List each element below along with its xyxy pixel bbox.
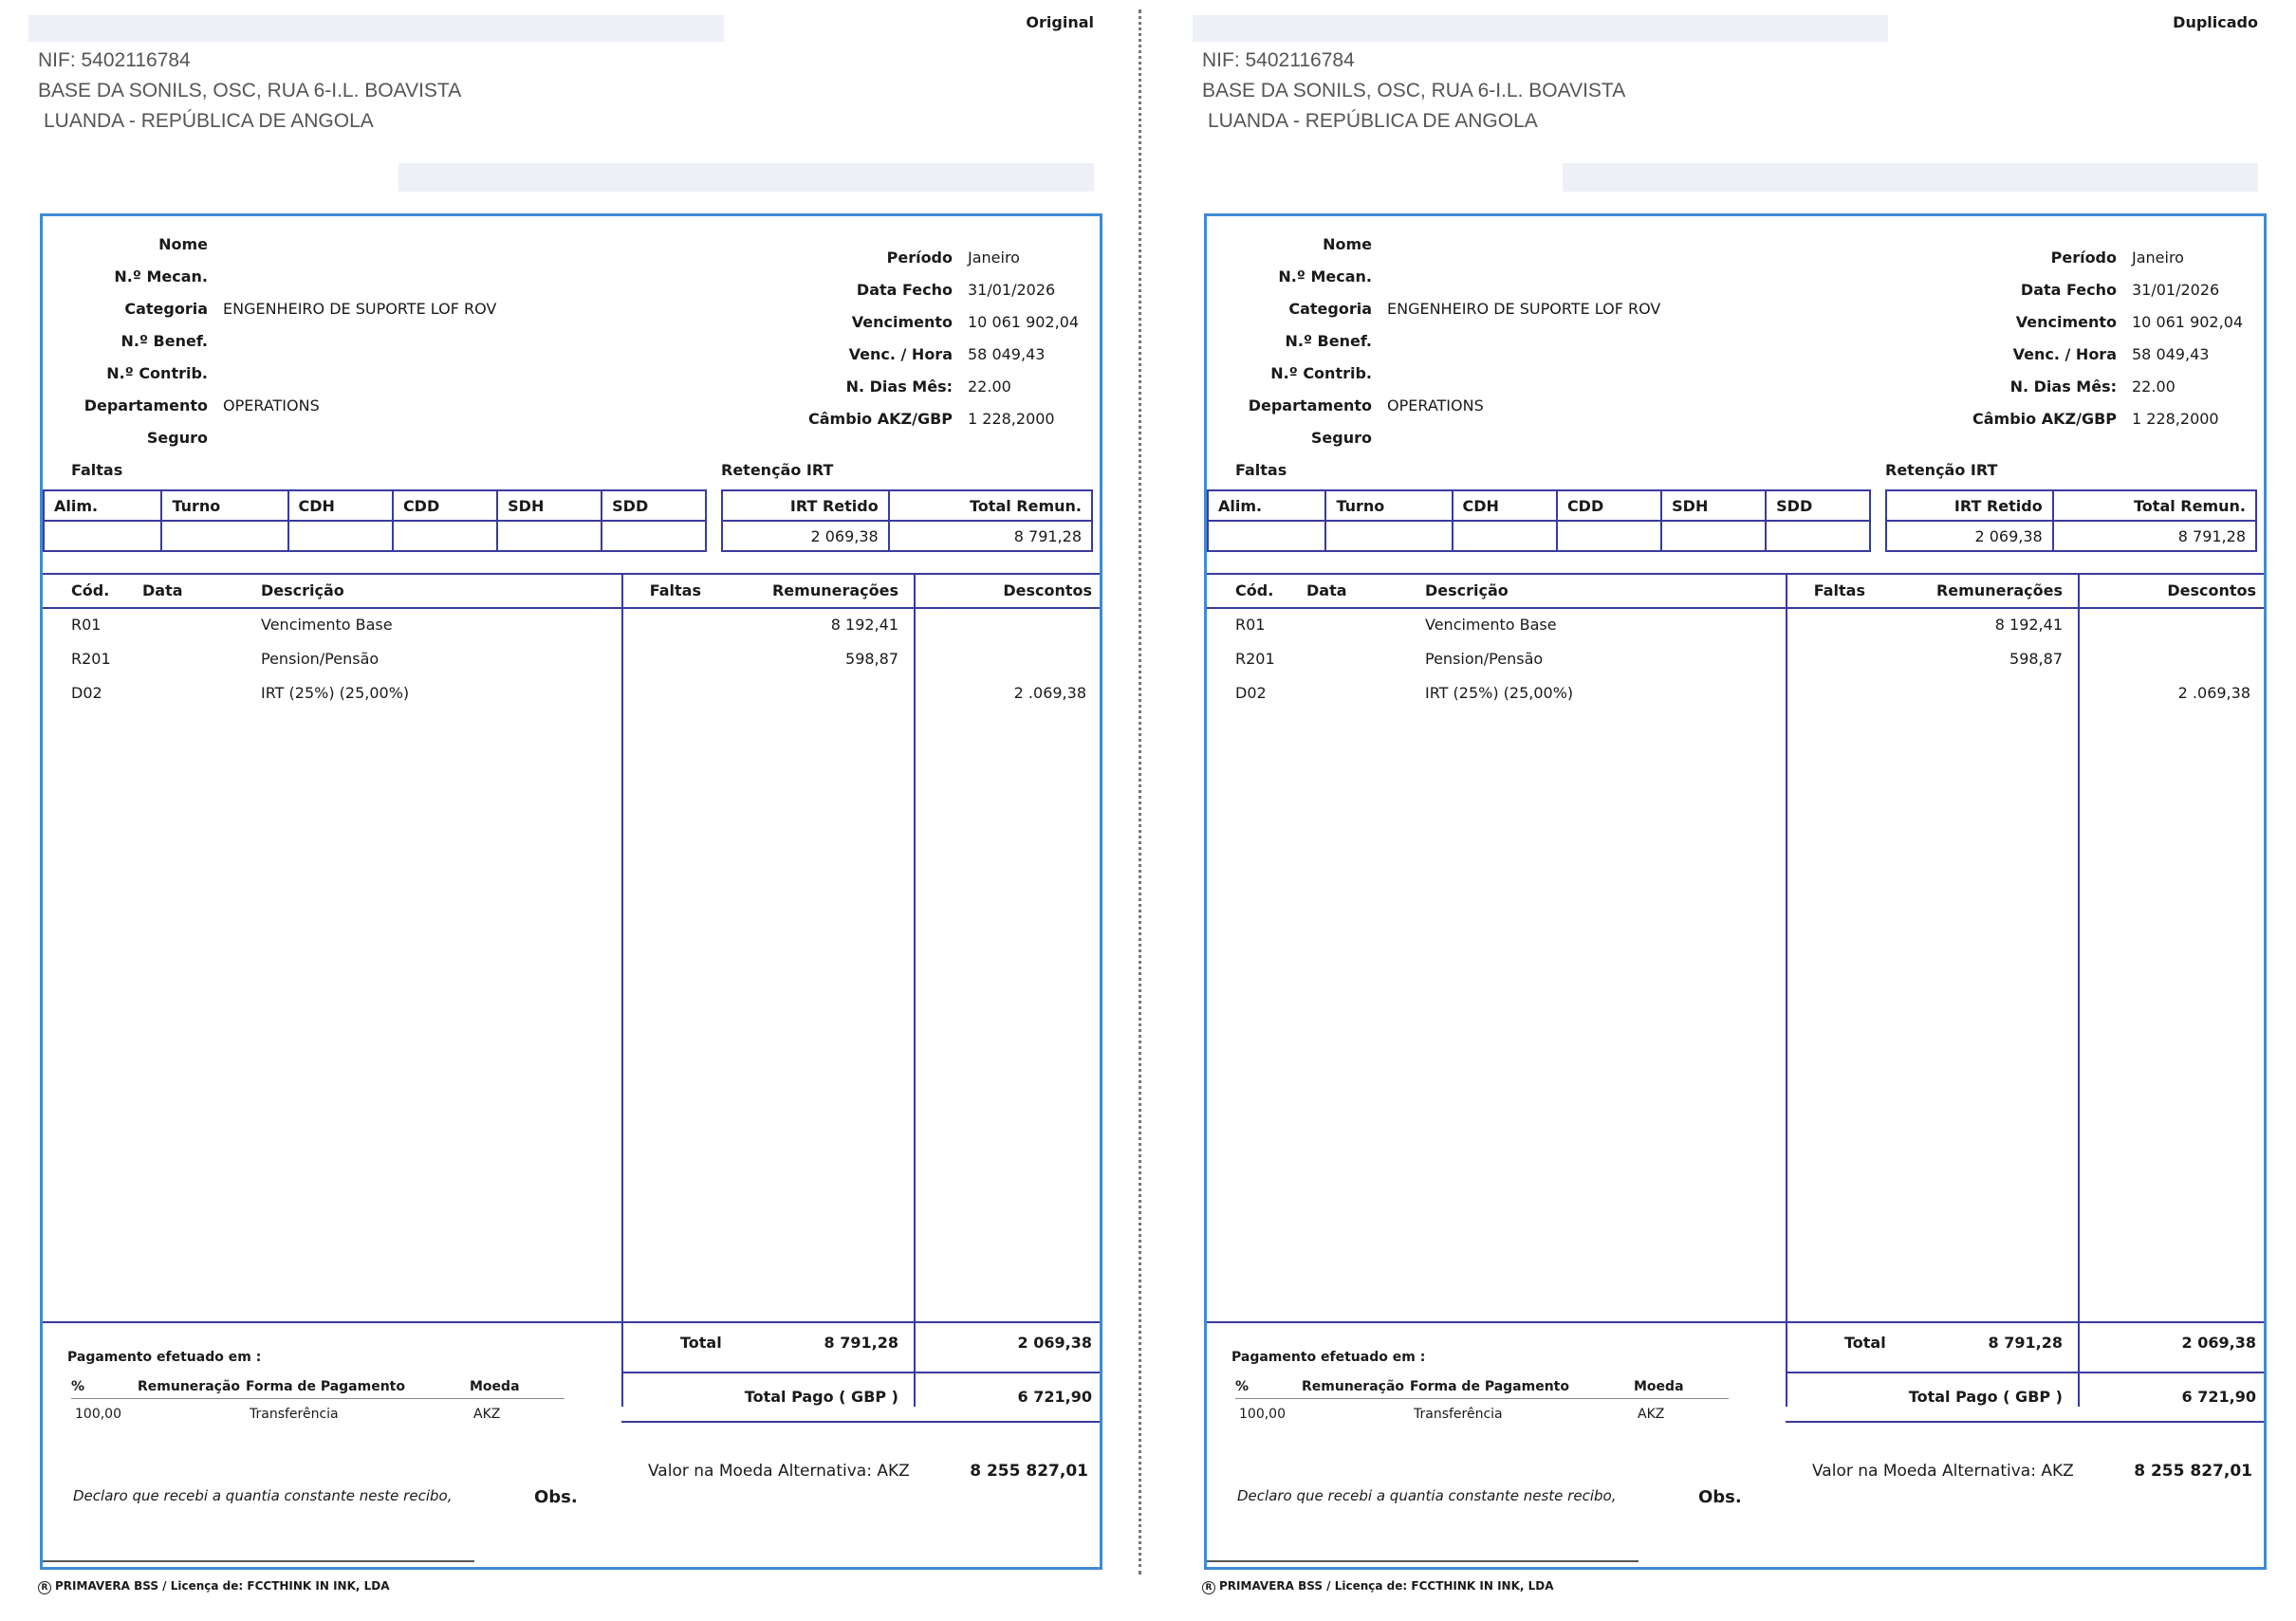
table-row (1207, 644, 2264, 678)
faltas-cell (1208, 521, 1325, 551)
obs-label: Obs. (534, 1487, 578, 1507)
value-nome (1387, 235, 1660, 267)
value-dias-mes: 22.00 (968, 378, 1011, 396)
label-contrib: N.º Contrib. (106, 364, 208, 382)
payment-header-forma: Forma de Pagamento (1410, 1379, 1634, 1399)
value-departamento: OPERATIONS (223, 396, 320, 414)
irt-value-total: 8 791,28 (2053, 521, 2256, 551)
receipt-box (1204, 213, 2267, 1570)
faltas-header-alim: Alim. (1208, 490, 1325, 521)
table-row (43, 678, 1100, 712)
label-vencimento: Vencimento (2015, 313, 2117, 331)
declaration-text: Declaro que recebi a quantia constante neste recibo, (1237, 1487, 1617, 1504)
payment-header-remuneracao: Remuneração (1302, 1379, 1410, 1399)
irt-title: Retenção IRT (1885, 461, 1998, 479)
row-cod: R01 (71, 616, 102, 634)
payment-moeda: AKZ (473, 1407, 501, 1422)
faltas-header-cdh: CDH (1453, 490, 1557, 521)
irt-header-retido: IRT Retido (722, 490, 889, 521)
irt-header-retido: IRT Retido (1886, 490, 2053, 521)
label-cambio: Câmbio AKZ/GBP (1972, 410, 2117, 428)
label-benef: N.º Benef. (120, 332, 208, 350)
faltas-title: Faltas (71, 461, 123, 479)
header-remuneracoes: Remunerações (1935, 581, 2063, 599)
declaration-text: Declaro que recebi a quantia constante neste recibo, (73, 1487, 453, 1504)
row-descontos: 2 .069,38 (2177, 684, 2250, 702)
signature-line (43, 1560, 474, 1562)
total-pago-label: Total Pago ( GBP ) (744, 1388, 898, 1406)
header-faltas: Faltas (649, 581, 701, 599)
totals-divider (1786, 1421, 2264, 1423)
row-descontos: 2 .069,38 (1013, 684, 1086, 702)
value-benef (1387, 332, 1660, 364)
label-dias-mes: N. Dias Mês: (845, 378, 953, 396)
payment-remuneracao (138, 1407, 246, 1422)
faltas-header-cdd: CDD (393, 490, 497, 521)
header-remuneracoes: Remunerações (771, 581, 898, 599)
footer-text: PRIMAVERA BSS / Licença de: FCCTHINK IN INK, LDA (1219, 1579, 1554, 1593)
payment-percent: 100,00 (75, 1407, 121, 1422)
faltas-header-cdd: CDD (1557, 490, 1661, 521)
faltas-cell (1661, 521, 1766, 551)
irt-header-total: Total Remun. (2053, 490, 2256, 521)
row-remuneracoes: 598,87 (2009, 650, 2063, 668)
obs-label: Obs. (1698, 1487, 1742, 1507)
irt-header-total: Total Remun. (889, 490, 1092, 521)
row-cod: R201 (71, 650, 111, 668)
faltas-cell (1325, 521, 1452, 551)
receipt-copy-duplicado (1193, 0, 2296, 1621)
company-address-2: LUANDA - REPÚBLICA DE ANGOLA (1208, 110, 1538, 132)
registered-icon: R (1202, 1581, 1215, 1594)
payment-title: Pagamento efetuado em : (67, 1350, 262, 1365)
label-seguro: Seguro (146, 429, 208, 447)
value-data-fecho: 31/01/2026 (2132, 281, 2220, 299)
table-row (43, 644, 1100, 678)
receipt-box (40, 213, 1102, 1570)
faltas-header-turno: Turno (1325, 490, 1452, 521)
redacted-block (28, 15, 724, 42)
irt-value-retido: 2 069,38 (722, 521, 889, 551)
value-dias-mes: 22.00 (2132, 378, 2176, 396)
payment-header-percent: % (1235, 1379, 1302, 1399)
irt-value-total: 8 791,28 (889, 521, 1092, 551)
value-categoria: ENGENHEIRO DE SUPORTE LOF ROV (223, 300, 497, 318)
faltas-cell (1766, 521, 1870, 551)
company-nif: NIF: 5402116784 (1202, 49, 1355, 71)
row-remuneracoes: 8 192,41 (830, 616, 898, 634)
header-cod: Cód. (1235, 581, 1274, 599)
faltas-header-sdh: SDH (1661, 490, 1766, 521)
page-divider (1139, 9, 1141, 1575)
faltas-cell (1557, 521, 1661, 551)
faltas-header-sdd: SDD (1766, 490, 1870, 521)
label-mecan: N.º Mecan. (1278, 267, 1372, 286)
footer (38, 1579, 390, 1594)
company-nif: NIF: 5402116784 (38, 49, 191, 71)
faltas-cell (161, 521, 287, 551)
label-categoria: Categoria (124, 300, 208, 318)
label-venc-hora: Venc. / Hora (2012, 345, 2117, 363)
row-descricao: Pension/Pensão (261, 650, 380, 668)
faltas-cell (1453, 521, 1557, 551)
faltas-header-cdh: CDH (288, 490, 393, 521)
faltas-table (1207, 489, 1871, 552)
irt-value-retido: 2 069,38 (1886, 521, 2053, 551)
value-periodo: Janeiro (968, 249, 1020, 267)
label-contrib: N.º Contrib. (1270, 364, 1372, 382)
label-venc-hora: Venc. / Hora (848, 345, 953, 363)
payment-header-percent: % (71, 1379, 138, 1399)
label-data-fecho: Data Fecho (856, 281, 953, 299)
company-info (1202, 46, 1625, 137)
total-remuneracoes: 8 791,28 (1988, 1334, 2063, 1352)
company-address-2: LUANDA - REPÚBLICA DE ANGOLA (44, 110, 374, 132)
faltas-header-sdd: SDD (602, 490, 706, 521)
label-categoria: Categoria (1288, 300, 1372, 318)
table-row (1207, 610, 2264, 644)
redacted-block (398, 163, 1094, 192)
value-categoria: ENGENHEIRO DE SUPORTE LOF ROV (1387, 300, 1661, 318)
lines-header (43, 573, 1100, 609)
faltas-title: Faltas (1235, 461, 1287, 479)
value-vencimento: 10 061 902,04 (2132, 313, 2244, 331)
registered-icon: R (38, 1581, 51, 1594)
alt-currency-value: 8 255 827,01 (970, 1462, 1088, 1481)
value-cambio: 1 228,2000 (968, 410, 1055, 428)
header-descontos: Descontos (2167, 581, 2256, 599)
redacted-block (1193, 15, 1888, 42)
total-pago-value: 6 721,90 (2181, 1388, 2256, 1406)
payment-forma: Transferência (1414, 1407, 1503, 1422)
value-benef (223, 332, 496, 364)
table-row (43, 610, 1100, 644)
header-data: Data (1306, 581, 1347, 599)
header-descontos: Descontos (1003, 581, 1092, 599)
label-departamento: Departamento (1248, 396, 1372, 414)
faltas-header-sdh: SDH (497, 490, 602, 521)
label-benef: N.º Benef. (1285, 332, 1372, 350)
payment-header-remuneracao: Remuneração (138, 1379, 246, 1399)
total-descontos: 2 069,38 (2181, 1334, 2256, 1352)
value-seguro (223, 429, 496, 461)
payment-table (71, 1379, 565, 1422)
employee-info (62, 235, 496, 461)
faltas-cell (602, 521, 706, 551)
period-info (778, 249, 1079, 442)
company-info (38, 46, 461, 137)
irt-table (1885, 489, 2257, 552)
alt-currency-label: Valor na Moeda Alternativa: AKZ (648, 1462, 910, 1481)
payment-moeda: AKZ (1638, 1407, 1665, 1422)
footer-text: PRIMAVERA BSS / Licença de: FCCTHINK IN INK, LDA (55, 1579, 390, 1593)
row-descricao: IRT (25%) (25,00%) (1425, 684, 1574, 702)
header-faltas: Faltas (1813, 581, 1865, 599)
irt-table (721, 489, 1093, 552)
faltas-cell (288, 521, 393, 551)
faltas-header-turno: Turno (161, 490, 287, 521)
row-descricao: Pension/Pensão (1425, 650, 1544, 668)
totals-divider (621, 1421, 1100, 1423)
alt-currency-label: Valor na Moeda Alternativa: AKZ (1812, 1462, 2074, 1481)
footer (1202, 1579, 1554, 1594)
value-departamento: OPERATIONS (1387, 396, 1484, 414)
label-seguro: Seguro (1310, 429, 1372, 447)
header-descricao: Descrição (261, 581, 344, 599)
header-cod: Cód. (71, 581, 110, 599)
label-departamento: Departamento (83, 396, 208, 414)
label-periodo: Período (2050, 249, 2117, 267)
total-label: Total (680, 1334, 722, 1352)
row-descricao: Vencimento Base (1425, 616, 1557, 634)
alt-currency-value: 8 255 827,01 (2134, 1462, 2252, 1481)
payment-header-forma: Forma de Pagamento (246, 1379, 470, 1399)
irt-title: Retenção IRT (721, 461, 834, 479)
payment-remuneracao (1302, 1407, 1410, 1422)
faltas-header-alim: Alim. (44, 490, 161, 521)
total-remuneracoes: 8 791,28 (824, 1334, 898, 1352)
row-cod: R01 (1235, 616, 1266, 634)
value-seguro (1387, 429, 1660, 461)
value-venc-hora: 58 049,43 (968, 345, 1046, 363)
redacted-block (1563, 163, 2258, 192)
value-data-fecho: 31/01/2026 (968, 281, 1056, 299)
label-cambio: Câmbio AKZ/GBP (808, 410, 953, 428)
lines-header (1207, 573, 2264, 609)
label-nome: Nome (1323, 235, 1372, 253)
total-pago-label: Total Pago ( GBP ) (1908, 1388, 2063, 1406)
total-label: Total (1844, 1334, 1886, 1352)
faltas-cell (497, 521, 602, 551)
value-mecan (1387, 267, 1660, 300)
label-vencimento: Vencimento (851, 313, 953, 331)
table-row (1207, 678, 2264, 712)
copy-type-label: Original (1026, 13, 1094, 31)
value-periodo: Janeiro (2132, 249, 2184, 267)
row-remuneracoes: 598,87 (845, 650, 898, 668)
company-address-1: BASE DA SONILS, OSC, RUA 6-I.L. BOAVISTA (1202, 80, 1626, 101)
copy-type-label: Duplicado (2173, 13, 2258, 31)
payment-header-moeda: Moeda (470, 1379, 565, 1399)
totals-divider (621, 1372, 1100, 1373)
row-cod: D02 (71, 684, 102, 702)
employee-info (1226, 235, 1660, 461)
total-descontos: 2 069,38 (1017, 1334, 1092, 1352)
row-descricao: Vencimento Base (261, 616, 393, 634)
payment-percent: 100,00 (1239, 1407, 1286, 1422)
label-nome: Nome (158, 235, 208, 253)
totals-divider (43, 1321, 1100, 1323)
value-venc-hora: 58 049,43 (2132, 345, 2210, 363)
row-cod: R201 (1235, 650, 1275, 668)
label-data-fecho: Data Fecho (2020, 281, 2117, 299)
value-nome (223, 235, 496, 267)
payment-forma: Transferência (250, 1407, 339, 1422)
period-info (1942, 249, 2243, 442)
label-dias-mes: N. Dias Mês: (2009, 378, 2117, 396)
row-descricao: IRT (25%) (25,00%) (261, 684, 410, 702)
row-cod: D02 (1235, 684, 1267, 702)
row-remuneracoes: 8 192,41 (1994, 616, 2063, 634)
faltas-cell (44, 521, 161, 551)
value-mecan (223, 267, 496, 300)
payment-table (1235, 1379, 1729, 1422)
value-contrib (223, 364, 496, 396)
value-contrib (1387, 364, 1660, 396)
totals-divider (1786, 1372, 2264, 1373)
faltas-cell (393, 521, 497, 551)
payment-title: Pagamento efetuado em : (1231, 1350, 1426, 1365)
header-descricao: Descrição (1425, 581, 1509, 599)
totals-divider (1207, 1321, 2264, 1323)
label-periodo: Período (886, 249, 953, 267)
payment-header-moeda: Moeda (1634, 1379, 1729, 1399)
value-vencimento: 10 061 902,04 (968, 313, 1080, 331)
faltas-table (43, 489, 707, 552)
total-pago-value: 6 721,90 (1017, 1388, 1092, 1406)
signature-line (1207, 1560, 1639, 1562)
company-address-1: BASE DA SONILS, OSC, RUA 6-I.L. BOAVISTA (38, 80, 462, 101)
header-data: Data (142, 581, 183, 599)
receipt-copy-original (28, 0, 1134, 1621)
value-cambio: 1 228,2000 (2132, 410, 2219, 428)
label-mecan: N.º Mecan. (114, 267, 208, 286)
